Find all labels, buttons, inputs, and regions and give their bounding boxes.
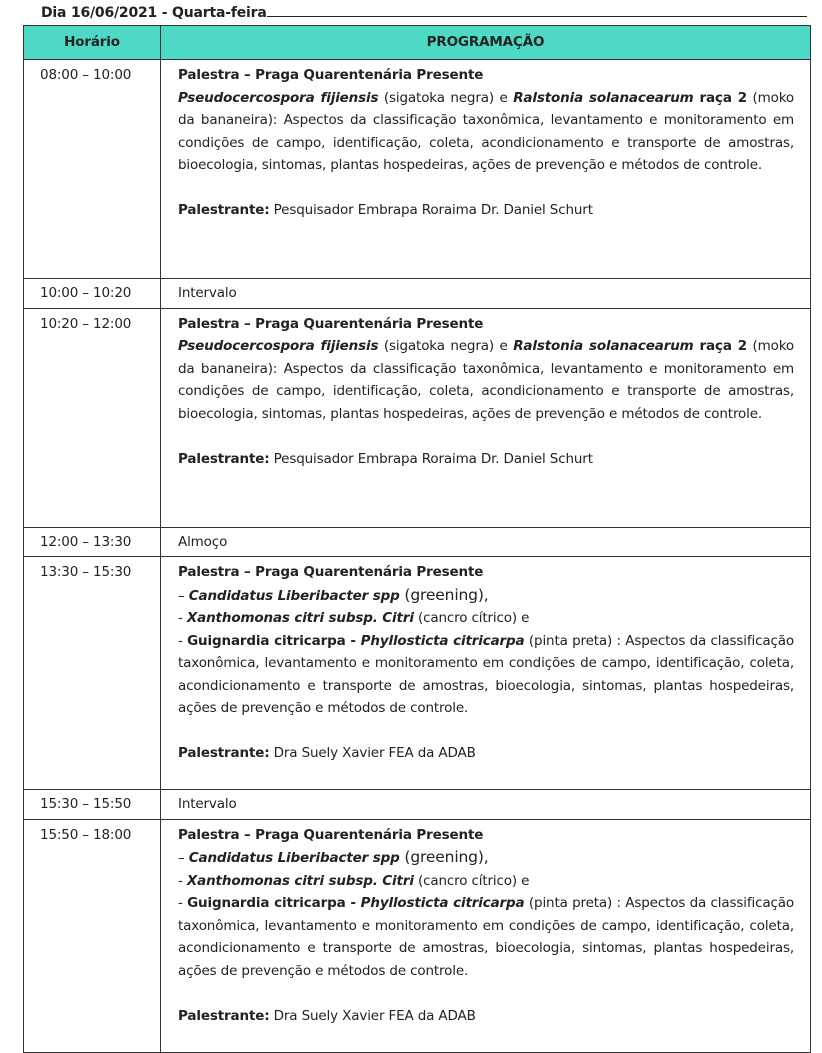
- speaker-name: Pesquisador Embrapa Roraima Dr. Daniel Schurt: [269, 450, 593, 467]
- schedule-row: [24, 527, 811, 557]
- species-name: Xanthomonas citri subsp. Citri: [186, 872, 414, 889]
- speaker-name: Pesquisador Embrapa Roraima Dr. Daniel Schurt: [269, 202, 593, 218]
- speaker-name: Dra Suely Xavier FEA da ADAB: [269, 1007, 476, 1024]
- species-common: (cancro cítrico) e: [413, 872, 530, 889]
- row-time: 15:30 – 15:50: [24, 790, 161, 820]
- list-item: [178, 607, 794, 630]
- row-content: Almoço: [161, 527, 811, 557]
- speaker-label: Palestrante:: [178, 450, 270, 467]
- species-name: Pseudocercospora fijiensis: [178, 89, 379, 106]
- list-item: [178, 892, 794, 982]
- talk-description: [178, 335, 794, 425]
- race-label: raça 2: [693, 89, 747, 106]
- species-name: Xanthomonas citri subsp. Citri: [186, 610, 414, 626]
- table-header-row: [24, 26, 811, 60]
- item-prefix: -: [178, 610, 187, 626]
- page-heading: [41, 4, 822, 21]
- underline-rule: [267, 4, 807, 17]
- row-content: [161, 60, 811, 279]
- row-time: 12:00 – 13:30: [24, 527, 161, 557]
- species-name: Pseudocercospora fijiensis: [178, 338, 379, 354]
- schedule-row: [24, 308, 811, 527]
- schedule-table: [23, 25, 811, 1053]
- talk-description: [178, 87, 794, 177]
- item-prefix: -: [178, 632, 188, 649]
- speaker-line: [178, 199, 794, 222]
- schedule-row: [24, 819, 811, 1052]
- species-name: Phyllosticta citricarpa: [360, 895, 525, 911]
- species-name: Ralstonia solanacearum: [513, 89, 694, 106]
- speaker-label: Palestrante:: [178, 1007, 270, 1024]
- talk-title: Palestra – Praga Quarentenária Presente: [178, 315, 484, 332]
- race-label: raça 2: [693, 338, 747, 354]
- species-name: Phyllosticta citricarpa: [360, 632, 525, 649]
- row-time: 08:00 – 10:00: [24, 60, 161, 279]
- row-time: 13:30 – 15:30: [24, 557, 161, 790]
- schedule-row: [24, 279, 811, 309]
- header-time: Horário: [24, 26, 161, 60]
- talk-title: Palestra – Praga Quarentenária Presente: [178, 564, 484, 580]
- header-program: PROGRAMAÇÃO: [161, 26, 811, 60]
- species-common: (greening),: [399, 585, 489, 604]
- schedule-row: [24, 790, 811, 820]
- list-item: [178, 584, 794, 608]
- species-name: Guignardia citricarpa: [187, 632, 346, 649]
- species-separator: -: [345, 632, 361, 649]
- row-content: [161, 308, 811, 527]
- row-time: 15:50 – 18:00: [24, 819, 161, 1052]
- talk-title: Palestra – Praga Quarentenária Presente: [178, 67, 484, 83]
- list-item: [178, 846, 794, 870]
- schedule-row: [24, 557, 811, 790]
- list-item: [178, 870, 794, 893]
- description-text: (pinta preta) : Aspectos da classificação taxonômica, levantamento e monitoramento em condições de campo, identificação, coleta, acondicionamento e transporte de amostras, bioecologia, sintomas, plantas hospedeiras, ações de prevenção e métodos de controle.: [178, 632, 795, 716]
- item-prefix: –: [178, 587, 189, 604]
- speaker-line: [178, 448, 794, 471]
- row-content: Intervalo: [161, 790, 811, 820]
- item-prefix: -: [178, 872, 187, 889]
- speaker-label: Palestrante:: [178, 745, 270, 761]
- row-content: [161, 819, 811, 1052]
- speaker-line: [178, 1005, 794, 1028]
- item-prefix: –: [178, 850, 189, 866]
- species-name: Ralstonia solanacearum: [513, 338, 694, 354]
- description-text: (moko da bananeira): Aspectos da classificação taxonômica, levantamento e monitoramento em condições de campo, identificação, coleta, acondicionamento e transporte de amostras, bioecologia, sintomas, plantas hospedeiras, ações de prevenção e métodos de controle.: [178, 89, 794, 173]
- row-time: 10:20 – 12:00: [24, 308, 161, 527]
- species-name: Guignardia citricarpa: [187, 895, 346, 911]
- species-separator: -: [345, 895, 361, 911]
- species-common: (sigatoka negra) e: [378, 89, 514, 106]
- speaker-label: Palestrante:: [178, 202, 270, 218]
- species-common: (greening),: [399, 848, 489, 866]
- species-common: (cancro cítrico) e: [413, 610, 530, 626]
- row-content: Intervalo: [161, 279, 811, 309]
- species-name: Candidatus Liberibacter spp: [188, 587, 400, 604]
- speaker-name: Dra Suely Xavier FEA da ADAB: [269, 745, 476, 761]
- item-prefix: -: [178, 895, 188, 911]
- talk-title: Palestra – Praga Quarentenária Presente: [178, 826, 484, 843]
- row-content: [161, 557, 811, 790]
- list-item: [178, 630, 794, 720]
- row-time: 10:00 – 10:20: [24, 279, 161, 309]
- description-text: (pinta preta) : Aspectos da classificação taxonômica, levantamento e monitoramento em condições de campo, identificação, coleta, acondicionamento e transporte de amostras, bioecologia, sintomas, plantas hospedeiras, ações de prevenção e métodos de controle.: [178, 895, 795, 979]
- species-name: Candidatus Liberibacter spp: [188, 850, 400, 866]
- description-text: (moko da bananeira): Aspectos da classificação taxonômica, levantamento e monitoramento em condições de campo, identificação, coleta, acondicionamento e transporte de amostras, bioecologia, sintomas, plantas hospedeiras, ações de prevenção e métodos de controle.: [178, 338, 794, 422]
- schedule-row: [24, 60, 811, 279]
- speaker-line: [178, 742, 794, 765]
- species-common: (sigatoka negra) e: [378, 338, 514, 354]
- date-line: Dia 16/06/2021 - Quarta-feira: [41, 5, 267, 21]
